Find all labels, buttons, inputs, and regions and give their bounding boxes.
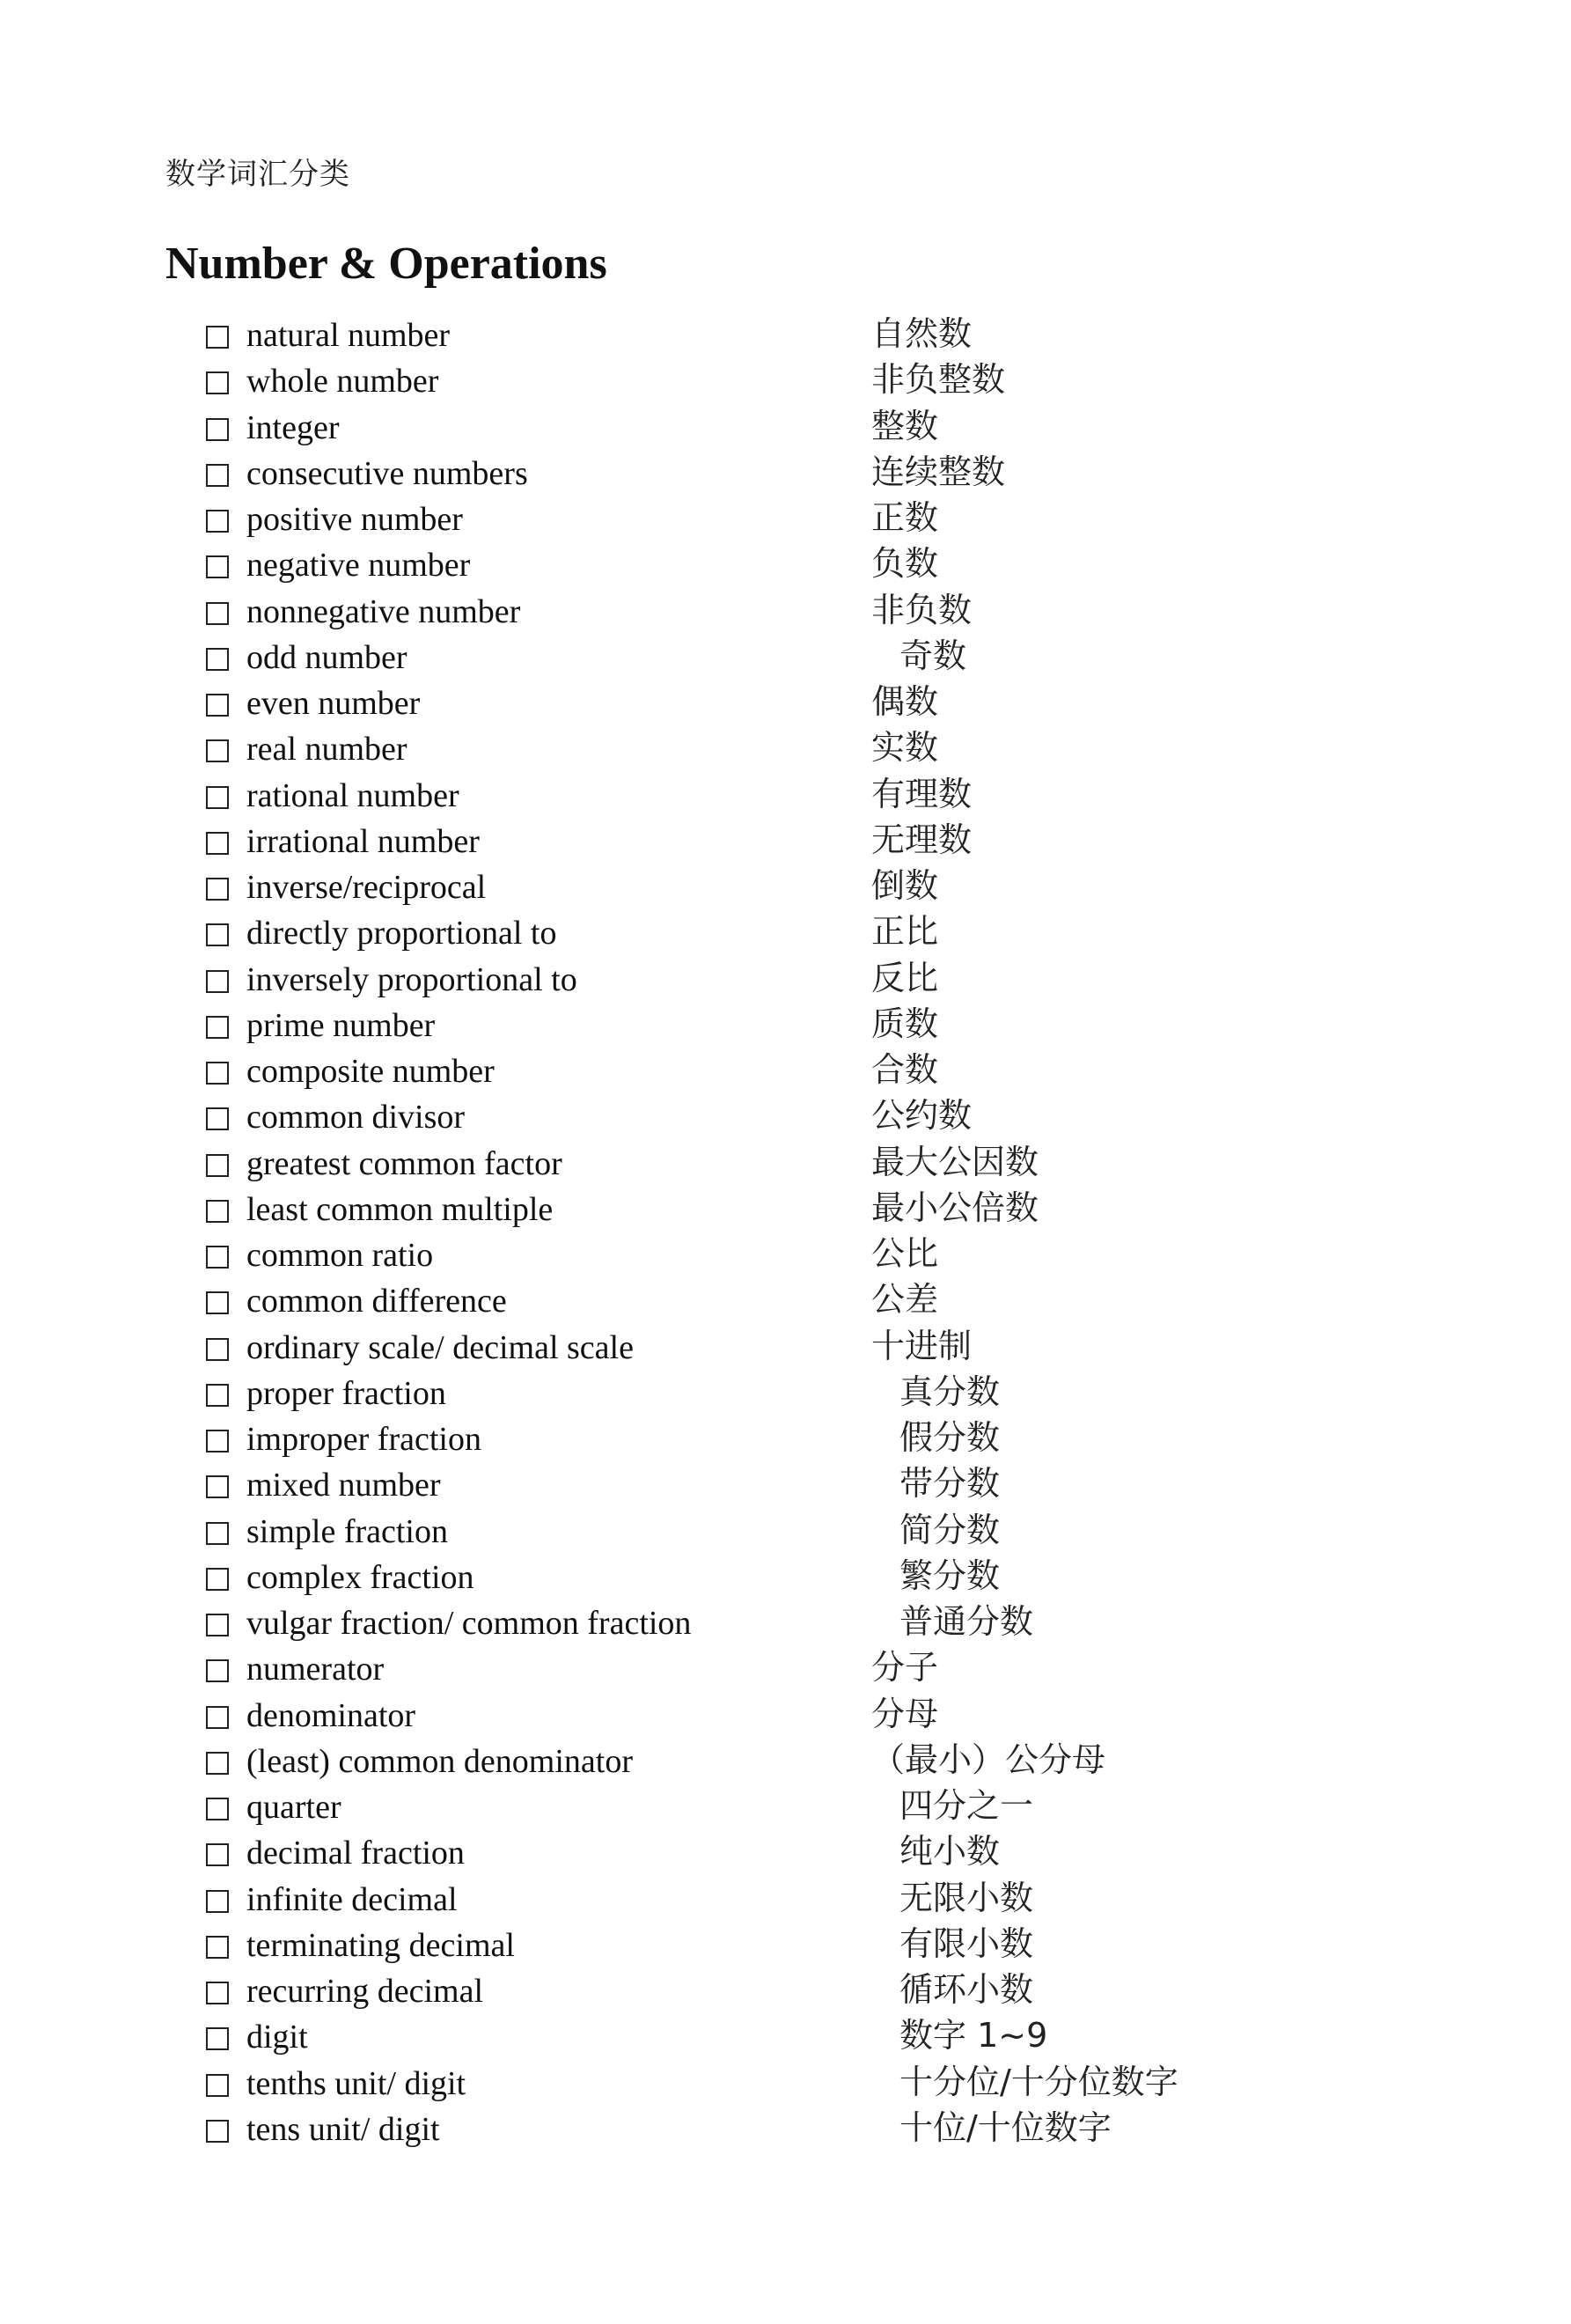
vocab-row (0, 1371, 1571, 1416)
vocab-row (0, 405, 1571, 451)
vocab-row (0, 1646, 1571, 1692)
checkbox[interactable] (206, 1843, 229, 1866)
vocab-translation: 整数 (871, 406, 939, 445)
vocab-row (0, 773, 1571, 819)
vocab-term: recurring decimal (246, 1973, 484, 2010)
checkbox[interactable] (206, 1706, 229, 1729)
vocab-row (0, 1232, 1571, 1278)
vocab-term: prime number (246, 1006, 436, 1044)
vocab-term: mixed number (246, 1467, 441, 1504)
vocab-term: vulgar fraction/ common fraction (246, 1605, 692, 1642)
checkbox[interactable] (206, 923, 229, 946)
vocab-term: integer (246, 408, 340, 446)
vocab-row (0, 451, 1571, 496)
checkbox[interactable] (206, 1568, 229, 1591)
checkbox[interactable] (206, 1430, 229, 1452)
vocab-row (0, 2107, 1571, 2152)
vocab-row (0, 2014, 1571, 2060)
vocab-translation: 偶数 (871, 682, 939, 721)
checkbox[interactable] (206, 464, 229, 487)
vocab-term: simple fraction (246, 1512, 448, 1550)
vocab-translation: 无理数 (871, 820, 973, 859)
vocab-term: tens unit/ digit (246, 2110, 440, 2148)
checkbox[interactable] (206, 1659, 229, 1682)
checkbox[interactable] (206, 970, 229, 993)
vocab-translation: 分子 (871, 1648, 939, 1688)
vocab-term: directly proportional to (246, 915, 557, 952)
vocab-row (0, 1048, 1571, 1094)
checkbox[interactable] (206, 1246, 229, 1269)
vocab-row (0, 635, 1571, 680)
vocab-term: real number (246, 731, 407, 769)
vocab-row (0, 1141, 1571, 1187)
vocab-translation: 十进制 (871, 1326, 973, 1365)
checkbox[interactable] (206, 786, 229, 809)
vocab-translation: 真分数 (899, 1372, 1001, 1411)
vocab-row (0, 1923, 1571, 1968)
vocab-term: infinite decimal (246, 1880, 458, 1918)
vocab-translation: 最小公倍数 (871, 1188, 1039, 1227)
vocab-row (0, 358, 1571, 404)
checkbox[interactable] (206, 1614, 229, 1636)
vocab-translation: 实数 (871, 728, 939, 768)
vocab-translation: 公比 (871, 1234, 939, 1273)
checkbox[interactable] (206, 1890, 229, 1913)
checkbox[interactable] (206, 371, 229, 394)
vocab-row (0, 1600, 1571, 1646)
vocab-translation: 无限小数 (899, 1878, 1034, 1917)
vocab-row (0, 1094, 1571, 1140)
vocab-term: even number (246, 685, 421, 722)
vocab-term: denominator (246, 1696, 416, 1734)
checkbox[interactable] (206, 878, 229, 901)
vocab-translation: 非负整数 (871, 360, 1006, 400)
vocab-term: terminating decimal (246, 1926, 515, 1964)
checkbox[interactable] (206, 418, 229, 441)
checkbox[interactable] (206, 1016, 229, 1039)
vocab-translation: 普通分数 (899, 1602, 1034, 1641)
vocab-translation: 最大公因数 (871, 1142, 1039, 1181)
checkbox[interactable] (206, 2120, 229, 2143)
vocab-term: tenths unit/ digit (246, 2064, 466, 2102)
vocab-translation: 质数 (871, 1004, 939, 1043)
checkbox[interactable] (206, 1475, 229, 1498)
checkbox[interactable] (206, 555, 229, 578)
checkbox[interactable] (206, 739, 229, 762)
vocab-term: inverse/reciprocal (246, 869, 487, 906)
checkbox[interactable] (206, 1291, 229, 1314)
vocab-translation: 奇数 (899, 636, 967, 675)
vocab-translation: 合数 (871, 1050, 939, 1089)
vocab-term: inversely proportional to (246, 960, 577, 998)
vocab-term: least common multiple (246, 1190, 554, 1228)
vocab-row (0, 819, 1571, 864)
vocab-term: common divisor (246, 1099, 466, 1136)
vocab-row (0, 496, 1571, 542)
vocab-row (0, 1278, 1571, 1324)
checkbox[interactable] (206, 832, 229, 855)
vocab-translation: 自然数 (871, 314, 973, 353)
vocab-row (0, 680, 1571, 726)
vocab-term: composite number (246, 1053, 495, 1090)
vocab-translation: 倒数 (871, 866, 939, 905)
vocab-term: consecutive numbers (246, 454, 528, 492)
section-heading: Number & Operations (165, 239, 607, 289)
vocabulary-list (0, 313, 1571, 2152)
document-title: 数学词汇分类 (165, 157, 350, 192)
vocab-translation: 繁分数 (899, 1555, 1001, 1595)
vocab-translation: 简分数 (899, 1510, 1001, 1549)
checkbox[interactable] (206, 1982, 229, 2004)
vocab-term: proper fraction (246, 1374, 446, 1412)
vocab-term: whole number (246, 363, 439, 401)
checkbox[interactable] (206, 1522, 229, 1545)
checkbox[interactable] (206, 2027, 229, 2050)
vocab-term: improper fraction (246, 1421, 481, 1458)
vocab-translation: 正数 (871, 498, 939, 537)
vocab-row (0, 2061, 1571, 2107)
checkbox[interactable] (206, 1062, 229, 1085)
vocab-row (0, 1325, 1571, 1371)
vocab-row (0, 542, 1571, 588)
vocab-translation: 十位/十位数字 (899, 2107, 1112, 2147)
vocab-translation: 正比 (871, 912, 939, 952)
vocab-translation: 有理数 (871, 774, 973, 813)
vocab-term: quarter (246, 1789, 341, 1826)
vocab-translation: 带分数 (899, 1464, 1001, 1504)
vocab-translation: 负数 (871, 544, 939, 584)
checkbox[interactable] (206, 1200, 229, 1223)
vocab-term: nonnegative number (246, 592, 521, 630)
vocab-term: greatest common factor (246, 1144, 562, 1182)
vocab-translation: 连续整数 (871, 452, 1006, 491)
vocab-translation: 有限小数 (899, 1923, 1034, 1963)
checkbox[interactable] (206, 694, 229, 717)
vocab-term: negative number (246, 547, 471, 585)
vocab-term: odd number (246, 638, 407, 676)
vocab-row (0, 1830, 1571, 1876)
vocab-row (0, 1968, 1571, 2014)
checkbox[interactable] (206, 1936, 229, 1959)
checkbox[interactable] (206, 510, 229, 533)
checkbox[interactable] (206, 602, 229, 625)
vocab-translation: （最小）公分母 (871, 1739, 1106, 1779)
vocab-row (0, 910, 1571, 956)
checkbox[interactable] (206, 1338, 229, 1361)
vocab-term: irrational number (246, 822, 480, 860)
vocab-row (0, 1509, 1571, 1555)
vocab-translation: 四分之一 (899, 1786, 1034, 1825)
vocab-row (0, 1462, 1571, 1508)
checkbox[interactable] (206, 1798, 229, 1820)
vocab-term: common ratio (246, 1237, 434, 1274)
vocab-translation: 反比 (871, 958, 939, 997)
checkbox[interactable] (206, 1154, 229, 1177)
vocab-translation: 循环小数 (899, 1970, 1034, 2009)
vocab-term: common difference (246, 1283, 507, 1320)
checkbox[interactable] (206, 1752, 229, 1775)
vocab-term: digit (246, 2019, 308, 2056)
vocab-row (0, 589, 1571, 635)
vocab-translation: 公差 (871, 1280, 939, 1320)
vocab-row (0, 1555, 1571, 1600)
checkbox[interactable] (206, 2074, 229, 2097)
checkbox[interactable] (206, 648, 229, 671)
vocab-row (0, 726, 1571, 772)
vocab-row (0, 864, 1571, 910)
vocab-row (0, 1693, 1571, 1739)
vocab-row (0, 1187, 1571, 1232)
vocab-translation: 数字 1~9 (899, 2016, 1048, 2056)
vocab-translation: 假分数 (899, 1418, 1001, 1457)
vocab-row (0, 1739, 1571, 1784)
vocab-row (0, 1416, 1571, 1462)
checkbox[interactable] (206, 326, 229, 349)
vocab-term: positive number (246, 501, 463, 538)
vocab-translation: 纯小数 (899, 1832, 1001, 1872)
vocab-translation: 分母 (871, 1694, 939, 1733)
vocab-term: ordinary scale/ decimal scale (246, 1328, 634, 1366)
vocab-term: rational number (246, 776, 459, 814)
vocab-row (0, 313, 1571, 358)
vocab-translation: 十分位/十分位数字 (899, 2062, 1178, 2101)
vocab-term: numerator (246, 1651, 385, 1688)
vocab-translation: 非负数 (871, 590, 973, 629)
vocab-row (0, 1003, 1571, 1048)
vocab-term: complex fraction (246, 1558, 474, 1596)
vocab-translation: 公约数 (871, 1096, 973, 1136)
vocab-term: (least) common denominator (246, 1742, 633, 1780)
vocab-row (0, 1877, 1571, 1923)
checkbox[interactable] (206, 1107, 229, 1130)
vocab-term: natural number (246, 317, 451, 354)
vocab-row (0, 1784, 1571, 1830)
checkbox[interactable] (206, 1384, 229, 1407)
vocab-row (0, 957, 1571, 1003)
vocab-term: decimal fraction (246, 1835, 465, 1872)
